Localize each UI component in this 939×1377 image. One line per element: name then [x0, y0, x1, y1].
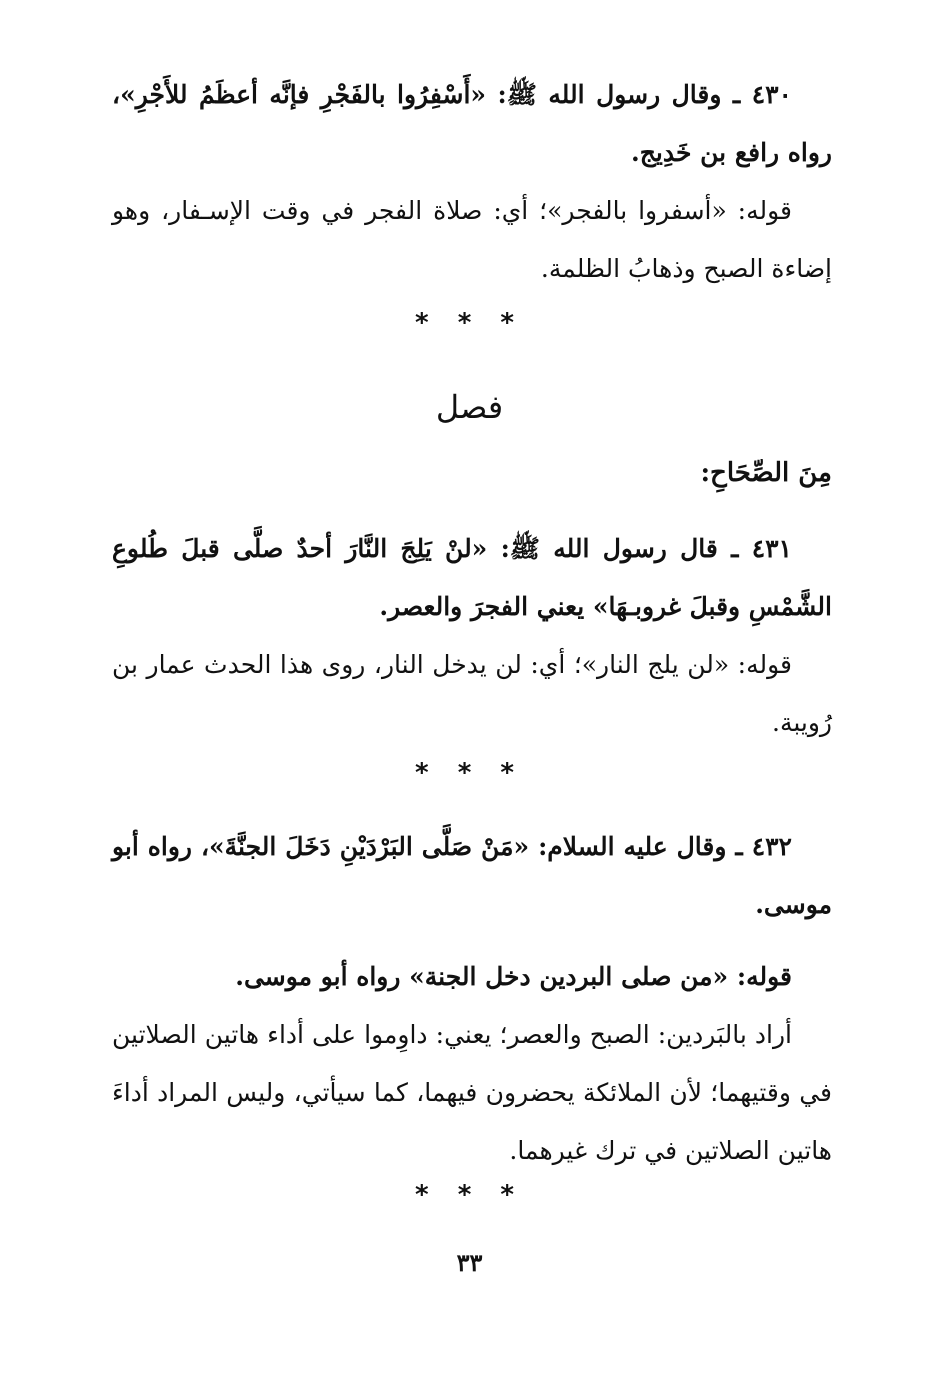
commentary-431: قوله: «لن يلج النار»؛ أي: لن يدخل النار، روى هذا الحدث عمار بن رُويبة.	[112, 650, 832, 737]
commentary-432-a-text: قوله: «من صلى البردين دخل الجنة» رواه أبو موسى.	[235, 962, 792, 991]
hadith-431: ٤٣١ ـ قال رسول الله ﷺ: «لنْ يَلِجَ النَّارَ أحدٌ صلَّى قبلَ طُلوعِ الشَّمْسِ وقبلَ غروبـهَا» يعني الفجرَ والعصر.	[112, 534, 832, 621]
commentary-432-b-block	[112, 1006, 832, 1180]
hadith-430: ٤٣٠ ـ وقال رسول الله ﷺ: «أَسْفِرُوا بالفَجْرِ فإنَّه أعظَمُ للأَجْرِ»، رواه رافع بن خَدِيج.	[112, 80, 832, 167]
separator-3: * * *	[415, 1180, 524, 1210]
separator-1: * * *	[415, 308, 524, 338]
commentary-430: قوله: «أسفروا بالفجر»؛ أي: صلاة الفجر في وقت الإسـفار، وهو إضاءة الصبح وذهابُ الظلمة.	[112, 196, 832, 283]
separator-2: * * *	[415, 758, 524, 788]
commentary-432-a	[112, 948, 832, 1006]
commentary-431-block	[112, 636, 832, 752]
commentary-432-b: أراد بالبَردين: الصبح والعصر؛ يعني: داوِموا على أداء هاتين الصلاتين في وقتيهما؛ لأن الملائكة يحضرون فيهما، كما سيأتي، وليس المراد أداءَ هاتين الصلاتين في ترك غيرهما.	[112, 1020, 832, 1165]
page-number: ٣٣	[456, 1248, 483, 1277]
section-subheading: مِنَ الصِّحَاحِ:	[700, 458, 832, 488]
hadith-430-block	[112, 66, 832, 182]
commentary-432-a-block	[112, 948, 832, 1006]
section-heading: فصل	[435, 388, 504, 426]
hadith-432-block	[112, 818, 832, 934]
commentary-430-block	[112, 182, 832, 298]
hadith-432: ٤٣٢ ـ وقال عليه السلام: «مَنْ صَلَّى البَرْدَيْنِ دَخَلَ الجنَّةَ»، رواه أبو موسى.	[112, 832, 832, 919]
hadith-431-block	[112, 520, 832, 636]
